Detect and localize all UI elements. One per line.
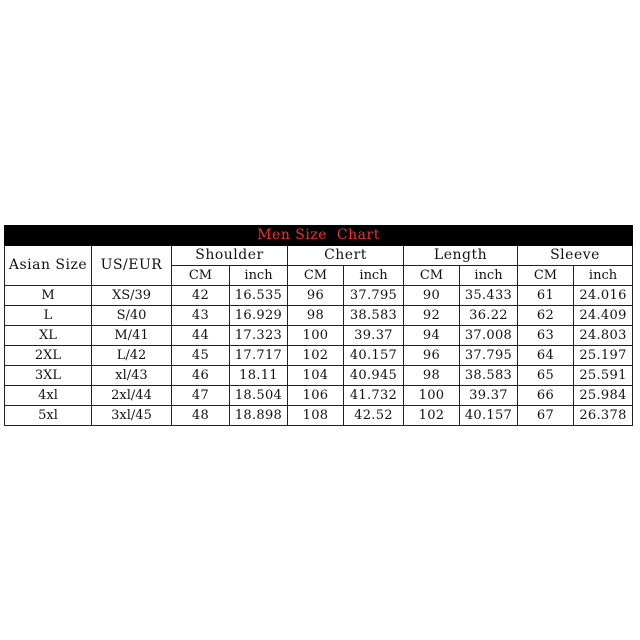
cell-chest-inch: 40.157: [344, 346, 404, 366]
cell-us-eur: 2xl/44: [92, 386, 172, 406]
cell-sleeve-inch: 25.197: [574, 346, 633, 366]
cell-chest-cm: 100: [288, 326, 344, 346]
cell-sleeve-inch: 25.591: [574, 366, 633, 386]
cell-sleeve-cm: 62: [518, 306, 574, 326]
cell-us-eur: XS/39: [92, 286, 172, 306]
cell-sleeve-inch: 24.803: [574, 326, 633, 346]
cell-shoulder-cm: 43: [172, 306, 230, 326]
cell-shoulder-cm: 42: [172, 286, 230, 306]
cell-length-inch: 37.795: [460, 346, 518, 366]
cell-length-cm: 94: [404, 326, 460, 346]
header-us-eur: US/EUR: [92, 246, 172, 286]
cell-shoulder-cm: 48: [172, 406, 230, 426]
header-sleeve: Sleeve: [518, 246, 633, 266]
unit-inch: inch: [460, 266, 518, 286]
header-chest: Chert: [288, 246, 404, 266]
cell-length-cm: 90: [404, 286, 460, 306]
cell-sleeve-inch: 24.016: [574, 286, 633, 306]
cell-chest-inch: 38.583: [344, 306, 404, 326]
header-row-groups: [5, 246, 633, 266]
cell-chest-inch: 42.52: [344, 406, 404, 426]
cell-chest-cm: 102: [288, 346, 344, 366]
cell-length-inch: 35.433: [460, 286, 518, 306]
cell-shoulder-inch: 18.898: [230, 406, 288, 426]
cell-sleeve-inch: 25.984: [574, 386, 633, 406]
cell-sleeve-cm: 65: [518, 366, 574, 386]
cell-length-inch: 40.157: [460, 406, 518, 426]
cell-chest-inch: 37.795: [344, 286, 404, 306]
cell-asian-size: 5xl: [5, 406, 92, 426]
cell-chest-cm: 106: [288, 386, 344, 406]
cell-length-inch: 36.22: [460, 306, 518, 326]
table-row: [5, 386, 633, 406]
cell-chest-cm: 96: [288, 286, 344, 306]
cell-shoulder-inch: 16.929: [230, 306, 288, 326]
cell-chest-cm: 98: [288, 306, 344, 326]
size-chart-table: [4, 225, 633, 426]
cell-asian-size: 2XL: [5, 346, 92, 366]
chart-title: Men Size Chart: [5, 226, 633, 246]
table-row: [5, 366, 633, 386]
cell-chest-inch: 40.945: [344, 366, 404, 386]
cell-length-cm: 92: [404, 306, 460, 326]
cell-asian-size: XL: [5, 326, 92, 346]
unit-inch: inch: [574, 266, 633, 286]
cell-chest-inch: 41.732: [344, 386, 404, 406]
cell-asian-size: L: [5, 306, 92, 326]
cell-us-eur: M/41: [92, 326, 172, 346]
cell-shoulder-cm: 46: [172, 366, 230, 386]
cell-shoulder-inch: 17.717: [230, 346, 288, 366]
cell-chest-cm: 104: [288, 366, 344, 386]
unit-cm: CM: [172, 266, 230, 286]
header-length: Length: [404, 246, 518, 266]
cell-shoulder-inch: 18.11: [230, 366, 288, 386]
cell-shoulder-cm: 44: [172, 326, 230, 346]
cell-us-eur: 3xl/45: [92, 406, 172, 426]
cell-length-cm: 98: [404, 366, 460, 386]
chart-body: [5, 286, 633, 426]
unit-inch: inch: [344, 266, 404, 286]
table-row: [5, 346, 633, 366]
cell-shoulder-inch: 17.323: [230, 326, 288, 346]
table-row: [5, 326, 633, 346]
cell-sleeve-cm: 64: [518, 346, 574, 366]
title-row: [5, 226, 633, 246]
table-row: [5, 406, 633, 426]
cell-shoulder-cm: 47: [172, 386, 230, 406]
unit-cm: CM: [518, 266, 574, 286]
cell-asian-size: 4xl: [5, 386, 92, 406]
cell-length-inch: 39.37: [460, 386, 518, 406]
table-row: [5, 286, 633, 306]
cell-us-eur: xl/43: [92, 366, 172, 386]
cell-asian-size: M: [5, 286, 92, 306]
cell-asian-size: 3XL: [5, 366, 92, 386]
unit-cm: CM: [404, 266, 460, 286]
cell-length-cm: 96: [404, 346, 460, 366]
cell-sleeve-cm: 61: [518, 286, 574, 306]
cell-length-inch: 37.008: [460, 326, 518, 346]
unit-cm: CM: [288, 266, 344, 286]
cell-us-eur: L/42: [92, 346, 172, 366]
table-row: [5, 306, 633, 326]
cell-shoulder-inch: 16.535: [230, 286, 288, 306]
cell-sleeve-cm: 67: [518, 406, 574, 426]
cell-length-inch: 38.583: [460, 366, 518, 386]
cell-sleeve-inch: 24.409: [574, 306, 633, 326]
cell-chest-cm: 108: [288, 406, 344, 426]
cell-shoulder-cm: 45: [172, 346, 230, 366]
cell-length-cm: 102: [404, 406, 460, 426]
unit-inch: inch: [230, 266, 288, 286]
cell-shoulder-inch: 18.504: [230, 386, 288, 406]
cell-sleeve-cm: 66: [518, 386, 574, 406]
cell-us-eur: S/40: [92, 306, 172, 326]
cell-sleeve-cm: 63: [518, 326, 574, 346]
header-shoulder: Shoulder: [172, 246, 288, 266]
cell-sleeve-inch: 26.378: [574, 406, 633, 426]
cell-length-cm: 100: [404, 386, 460, 406]
cell-chest-inch: 39.37: [344, 326, 404, 346]
header-asian-size: Asian Size: [5, 246, 92, 286]
